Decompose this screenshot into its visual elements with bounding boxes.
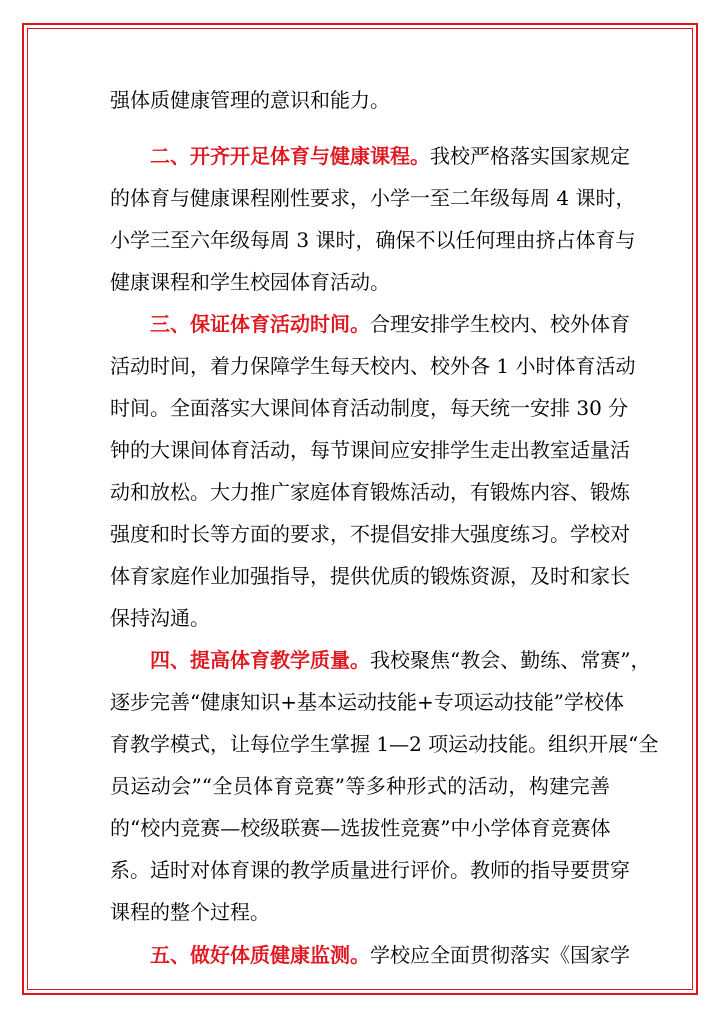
paragraph-line: 员运动会”“全员体育竞赛”等多种形式的活动，构建完善: [110, 774, 610, 798]
paragraph-line: 育教学模式，让每位学生掌握 1—2 项运动技能。组织开展“全: [110, 732, 659, 756]
paragraph-line: 动和放松。大力推广家庭体育锻炼活动，有锻炼内容、锻炼: [110, 480, 630, 504]
paragraph-line: 时间。全面落实大课间体育活动制度，每天统一安排 30 分: [110, 396, 629, 420]
paragraph-line: 系。适时对体育课的教学质量进行评价。教师的指导要贯穿: [110, 858, 630, 882]
section-heading: 五、做好体质健康监测。: [150, 943, 370, 967]
paragraph-line: 强体质健康管理的意识和能力。: [110, 88, 390, 112]
paragraph-line: 的“校内竞赛—校级联赛—选拔性竞赛”中小学体育竞赛体: [110, 816, 611, 840]
paragraph-line: 小学三至六年级每周 3 课时，确保不以任何理由挤占体育与: [110, 228, 636, 252]
paragraph-line: 体育家庭作业加强指导，提供优质的锻炼资源，及时和家长: [110, 564, 630, 588]
section-heading: 四、提高体育教学质量。: [150, 648, 370, 672]
paragraph-line: 课程的整个过程。: [110, 900, 270, 924]
section-heading: 三、保证体育活动时间。: [150, 312, 370, 336]
section-heading-line: 三、保证体育活动时间。合理安排学生校内、校外体育: [150, 312, 630, 336]
paragraph-line: 强度和时长等方面的要求，不提倡安排大强度练习。学校对: [110, 522, 630, 546]
section-heading-line: 五、做好体质健康监测。学校应全面贯彻落实《国家学: [150, 943, 630, 967]
section-heading: 二、开齐开足体育与健康课程。: [150, 144, 430, 168]
paragraph-line: 钟的大课间体育活动，每节课间应安排学生走出教室适量活: [110, 438, 630, 462]
paragraph-line: 逐步完善“健康知识+基本运动技能+专项运动技能”学校体: [110, 690, 624, 714]
page-border-inner: [27, 28, 693, 990]
section-heading-line: 四、提高体育教学质量。我校聚焦“教会、勤练、常赛”，: [150, 648, 651, 672]
section-heading-line: 二、开齐开足体育与健康课程。我校严格落实国家规定: [150, 144, 630, 168]
paragraph-line: 的体育与健康课程刚性要求，小学一至二年级每周 4 课时，: [110, 186, 636, 210]
paragraph-line: 活动时间，着力保障学生每天校内、校外各 1 小时体育活动: [110, 354, 636, 378]
paragraph-line: 保持沟通。: [110, 606, 210, 630]
paragraph-line: 健康课程和学生校园体育活动。: [110, 270, 390, 294]
